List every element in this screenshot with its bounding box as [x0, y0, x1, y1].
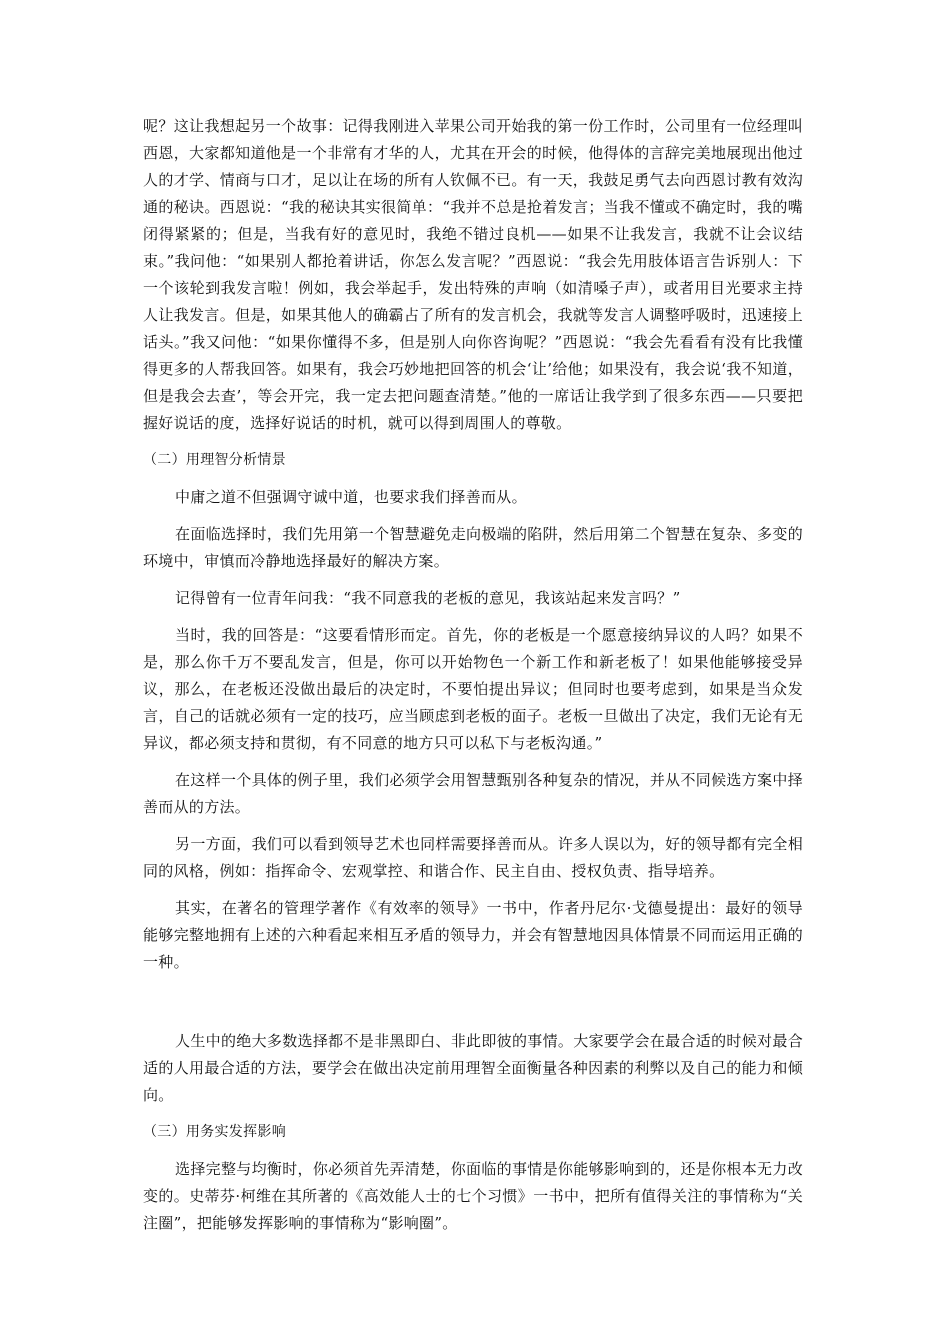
- blank-spacer: [143, 976, 803, 1028]
- section-heading-2: （二）用理智分析情景: [143, 452, 286, 468]
- paragraph-sean-story: 呢？这让我想起另一个故事：记得我刚进入苹果公司开始我的第一份工作时，公司里有一位经理叫西恩，大家都知道他是一个非常有才华的人，尤其在开会的时候，他得体的言辞完美地展现出他过人的才学、情商与口才，足以让在场的所有人钦佩不已。有一天，我鼓足勇气去向西恩讨教有效沟通的秘诀。西恩说：“我的秘诀其实很简单：“我并不总是抢着发言；当我不懂或不确定时，我的嘴闭得紧紧的；但是，当我有好的意见时，我绝不错过良机——如果不让我发言，我就不让会议结束。”我问他：“如果别人都抢着讲话，你怎么发言呢？”西恩说：“我会先用肢体语言告诉别人：下一个该轮到我发言啦！例如，我会举起手，发出特殊的声响（如清嗓子声），或者用目光要求主持人让我发言。但是，如果其他人的确霸占了所有的发言机会，我就等发言人调整呼吸时，迅速接上话头。”我又问他：“如果你懂得不多，但是别人向你咨询呢？”西恩说：“我会先看看有没有比我懂得更多的人帮我回答。如果有，我会巧妙地把回答的机会‘让’给他；如果没有，我会说‘我不知道，但是我会去查’，等会开完，我一定去把问题查清楚。”他的一席话让我学到了很多东西——只要把握好说话的度，选择好说话的时机，就可以得到周围人的尊敬。: [143, 117, 803, 432]
- paragraph: 另一方面，我们可以看到领导艺术也同样需要择善而从。许多人误以为，好的领导都有完全相同的风格，例如：指挥命令、宏观掌控、和谐合作、民主自由、授权负责、指导培养。: [143, 835, 803, 880]
- paragraph: 当时，我的回答是：“这要看情形而定。首先，你的老板是一个愿意接纳异议的人吗？如果不是，那么你千万不要乱发言，但是，你可以开始物色一个新工作和新老板了！如果他能够接受异议，那么，在老板还没做出最后的决定时，不要怕提出异议；但同时也要考虑到，如果是当众发言，自己的话就必须有一定的技巧，应当顾虑到老板的面子。老板一旦做出了决定，我们无论有无异议，都必须支持和贯彻，有不同意的地方只可以私下与老板沟通。”: [143, 626, 803, 752]
- paragraph: 其实，在著名的管理学著作《有效率的领导》一书中，作者丹尼尔·戈德曼提出：最好的领导能够完整地拥有上述的六种看起来相互矛盾的领导力，并会有智慧地因具体情景不同而运用正确的一种。: [143, 899, 803, 971]
- paragraph: 在这样一个具体的例子里，我们必须学会用智慧甄别各种复杂的情况，并从不同候选方案中择善而从的方法。: [143, 771, 803, 816]
- paragraph: 记得曾有一位青年问我：“我不同意我的老板的意见，我该站起来发言吗？”: [175, 589, 681, 607]
- paragraph: 选择完整与均衡时，你必须首先弄清楚，你面临的事情是你能够影响到的，还是你根本无力改变的。史蒂芬·柯维在其所著的《高效能人士的七个习惯》一书中，把所有值得关注的事情称为“关注圈”，把能够发挥影响的事情称为“影响圈”。: [143, 1160, 803, 1232]
- paragraph: 在面临选择时，我们先用第一个智慧避免走向极端的陷阱，然后用第二个智慧在复杂、多变的环境中，审慎而冷静地选择最好的解决方案。: [143, 525, 803, 570]
- paragraph: 中庸之道不但强调守诚中道，也要求我们择善而从。: [175, 488, 527, 506]
- section-heading-3: （三）用务实发挥影响: [143, 1124, 286, 1140]
- document-body: [143, 113, 803, 1237]
- paragraph: 人生中的绝大多数选择都不是非黑即白、非此即彼的事情。大家要学会在最合适的时候对最合适的人用最合适的方法，要学会在做出决定前用理智全面衡量各种因素的利弊以及自己的能力和倾向。: [143, 1032, 803, 1104]
